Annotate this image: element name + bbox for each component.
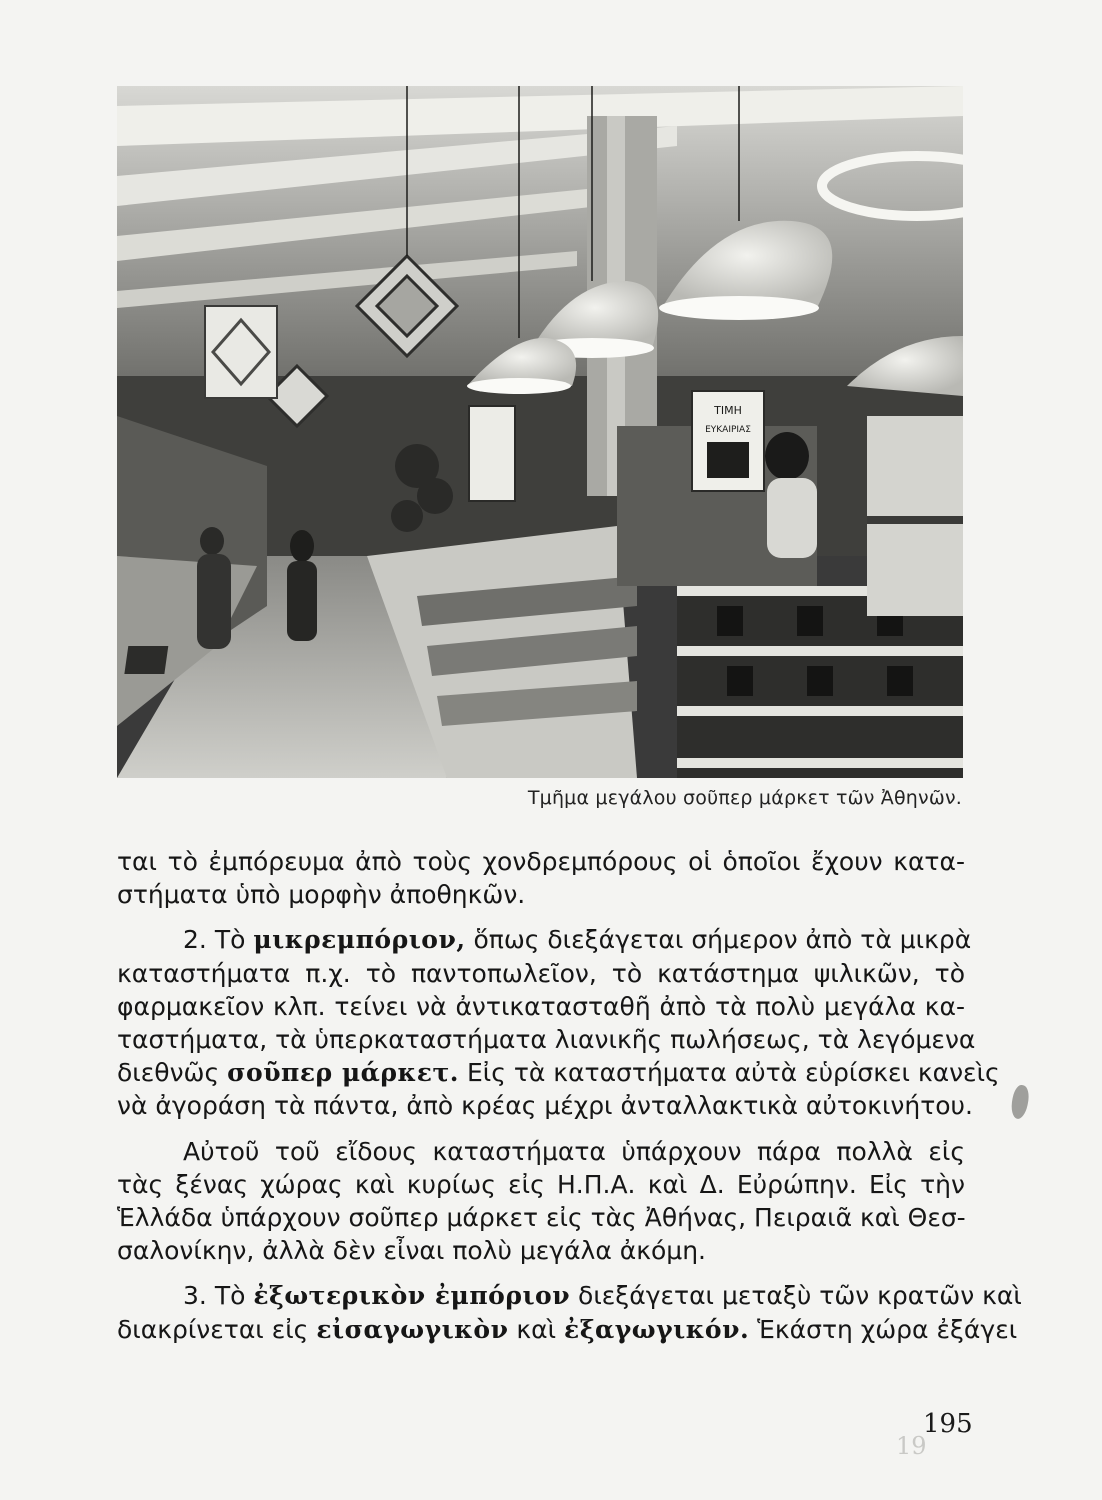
paragraph-3 — [117, 1135, 965, 1268]
text-line: στήματα ὑπὸ μορφὴν ἀποθηκῶν. — [117, 880, 526, 910]
text-line: ταστήματα, τὰ ὑπερκαταστήματα λιανικῆς πωλήσεως, τὰ λεγόμενα — [117, 1025, 976, 1055]
text-line: καταστήματα π.χ. τὸ παντοπωλεῖον, τὸ κατάστημα ψιλικῶν, τὸ — [117, 958, 965, 988]
text-line — [117, 923, 972, 956]
text-line: σαλονίκην, ἀλλὰ δὲν εἶναι πολὺ μεγάλα ἀκόμη. — [117, 1236, 706, 1266]
text-fragment: Ἑκάστη χώρα ἐξάγει — [757, 1314, 1018, 1344]
bleed-through-number: 19 — [896, 1432, 927, 1460]
text-line: Αὐτοῦ τοῦ εἴδους καταστήματα ὑπάρχουν πάρα πολλὰ εἰς — [183, 1136, 965, 1166]
supermarket-photo — [117, 86, 963, 778]
text-line: Ἑλλάδα ὑπάρχουν σοῦπερ μάρκετ εἰς τὰς Ἀθήνας, Πειραιᾶ καὶ Θεσ- — [117, 1203, 966, 1233]
text-line — [117, 1279, 1022, 1312]
article-word: Τὸ — [214, 1281, 246, 1311]
text-line: ται τὸ ἐμπόρευμα ἀπὸ τοὺς χονδρεμπόρους οἱ ὁποῖοι ἔχουν κατα- — [117, 847, 965, 876]
body-text — [117, 845, 1022, 1346]
term-supermarket: σοῦπερ μάρκετ. — [227, 1058, 459, 1088]
paragraph-2 — [117, 923, 1000, 1122]
term-foreign-trade: ἐξωτερικὸν ἐμπόριον — [253, 1281, 571, 1311]
term-retail: μικρεμπόριον, — [253, 925, 466, 955]
supermarket-photo-drawing — [117, 86, 963, 778]
page-number: 195 — [923, 1409, 973, 1439]
paragraph-1 — [117, 845, 965, 911]
text-fragment: ὅπως διεξάγεται σήμερον ἀπὸ τὰ μικρὰ — [473, 925, 972, 955]
text-fragment: διεξάγεται μεταξὺ τῶν κρατῶν καὶ — [578, 1281, 1022, 1311]
text-fragment: διακρίνεται εἰς — [117, 1314, 309, 1344]
text-line: φαρμακεῖον κλπ. τείνει νὰ ἀντικατασταθῆ ἀπὸ τὰ πολὺ μεγάλα κα- — [117, 991, 965, 1021]
price-sign-bottom: ΕΥΚΑΙΡΙΑΣ — [705, 425, 751, 435]
photo-caption: Τμῆμα μεγάλου σοῦπερ μάρκετ τῶν Ἀθηνῶν. — [527, 787, 962, 809]
text-fragment: Εἰς τὰ καταστήματα αὐτὰ εὑρίσκει κανεὶς — [466, 1058, 1000, 1088]
section-number: 2. — [183, 925, 207, 955]
text-fragment: καὶ — [516, 1314, 557, 1344]
paragraph-4 — [117, 1279, 1022, 1345]
section-number: 3. — [183, 1281, 207, 1311]
text-line — [117, 1056, 1000, 1089]
term-import: εἰσαγωγικὸν — [316, 1314, 509, 1344]
term-export: ἐξαγωγικόν. — [564, 1314, 750, 1344]
price-sign-top: ΤΙΜΗ — [714, 404, 742, 417]
text-fragment: διεθνῶς — [117, 1058, 220, 1088]
text-line: νὰ ἀγοράση τὰ πάντα, ἀπὸ κρέας μέχρι ἀνταλλακτικὰ αὐτοκινήτου. — [117, 1091, 973, 1121]
text-line — [117, 1313, 1018, 1346]
ink-smudge — [1009, 1084, 1032, 1121]
article-word: Τὸ — [214, 925, 246, 955]
text-line: τὰς ξένας χώρας καὶ κυρίως εἰς Η.Π.Α. καὶ Δ. Εὐρώπην. Εἰς τὴν — [117, 1169, 965, 1199]
